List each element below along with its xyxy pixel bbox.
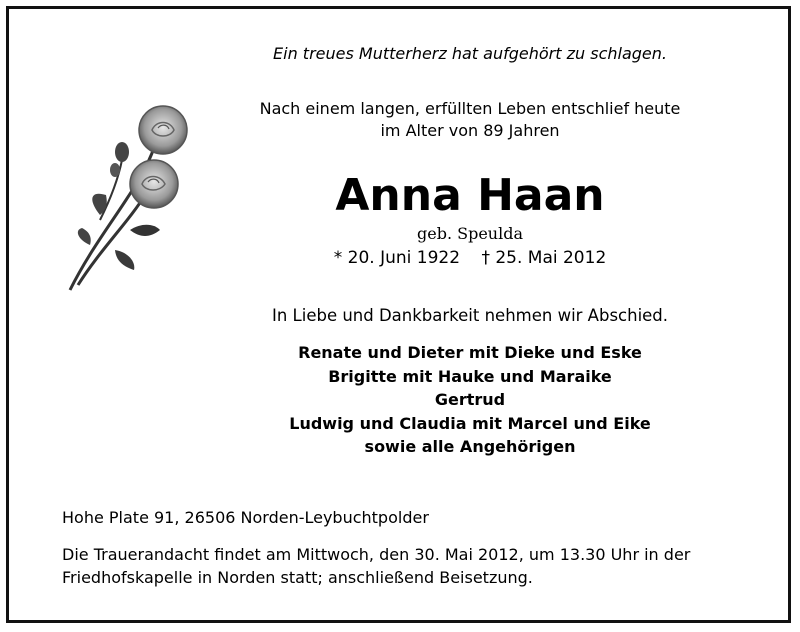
- birth-date: * 20. Juni 1922: [333, 248, 461, 268]
- deceased-name: Anna Haan: [335, 170, 605, 221]
- notice-line-2: Friedhofskapelle in Norden statt; anschließend Beisetzung.: [62, 568, 533, 587]
- address: Hohe Plate 91, 26506 Norden-Leybuchtpolder: [62, 508, 429, 527]
- mourner-line: sowie alle Angehörigen: [364, 437, 576, 456]
- intro-line-1: Nach einem langen, erfüllten Leben entschlief heute: [259, 99, 681, 118]
- roses-icon: [60, 100, 200, 300]
- mourner-line: Renate und Dieter mit Dieke und Eske: [298, 343, 642, 362]
- farewell-text: In Liebe und Dankbarkeit nehmen wir Abschied.: [271, 306, 669, 325]
- mourners-list: [289, 341, 651, 459]
- funeral-notice: [62, 543, 762, 589]
- mourner-line: Gertrud: [434, 390, 506, 409]
- intro-text: [260, 98, 681, 142]
- mourner-line: Brigitte mit Hauke und Maraike: [328, 366, 612, 386]
- motto: Ein treues Mutterherz hat aufgehört zu schlagen.: [273, 44, 667, 63]
- mourner-line: Ludwig und Claudia mit Marcel und Eike: [289, 413, 651, 433]
- intro-line-2: im Alter von 89 Jahren: [380, 121, 560, 140]
- birth-name: geb. Speulda: [417, 224, 523, 243]
- death-date: † 25. Mai 2012: [481, 248, 607, 268]
- notice-line-1: Die Trauerandacht findet am Mittwoch, den 30. Mai 2012, um 13.30 Uhr in der: [62, 545, 691, 564]
- life-dates: [326, 248, 615, 268]
